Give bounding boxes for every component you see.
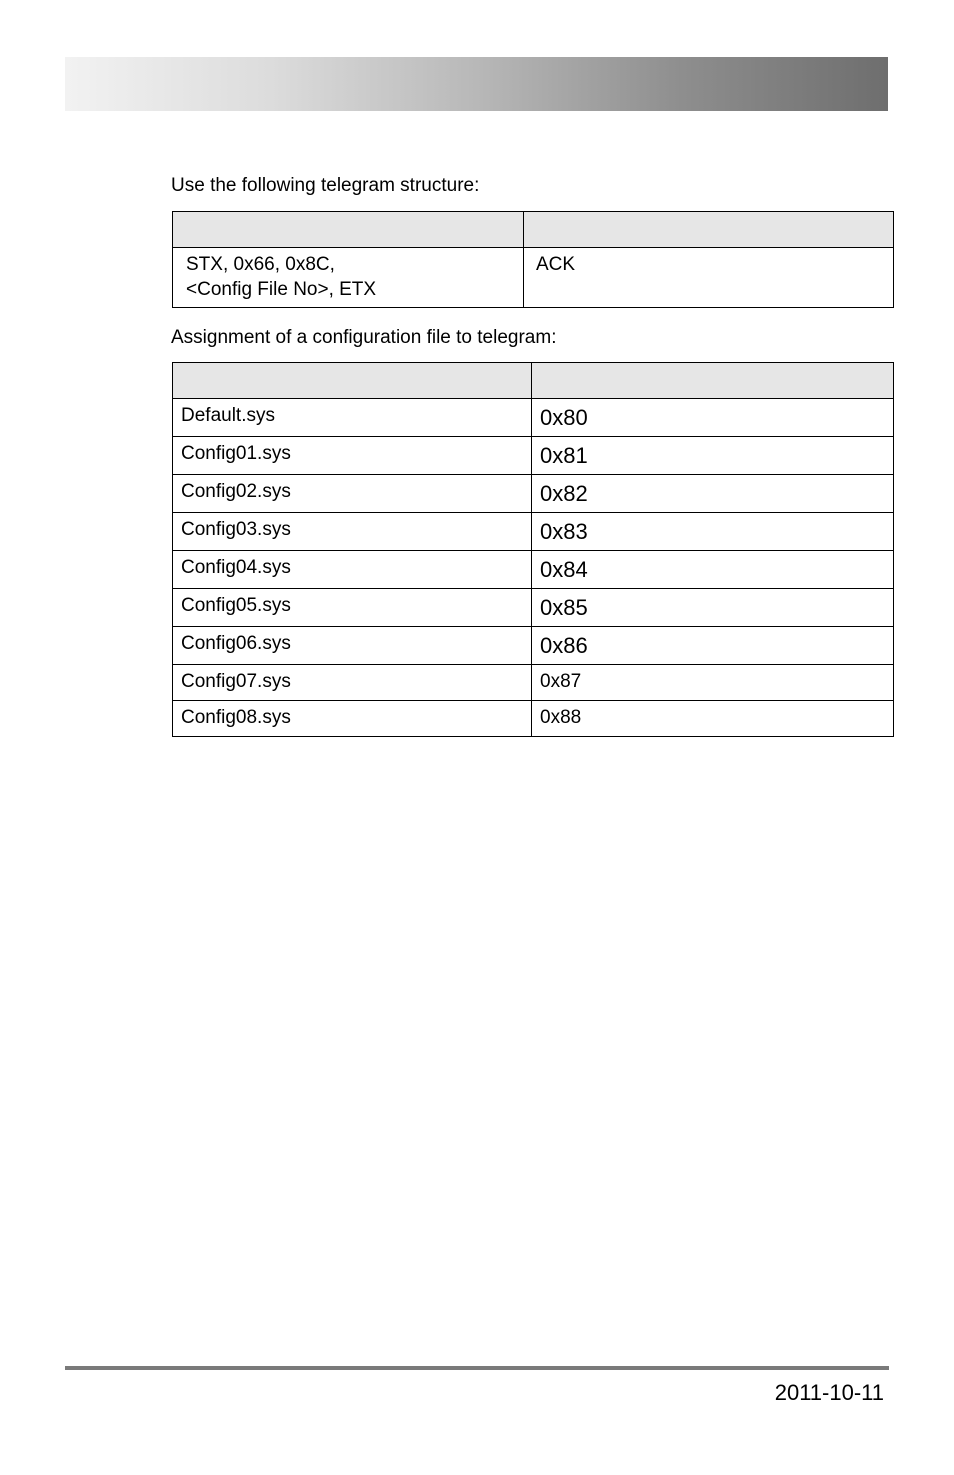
code-value: 0x86 bbox=[540, 633, 588, 658]
file-name-cell bbox=[173, 551, 532, 589]
code-value: 0x82 bbox=[540, 481, 588, 506]
code-cell bbox=[532, 589, 894, 627]
file-name-cell bbox=[173, 475, 532, 513]
code-cell bbox=[532, 399, 894, 437]
table-row bbox=[173, 589, 894, 627]
file-name: Config05.sys bbox=[181, 595, 291, 616]
table-row bbox=[173, 513, 894, 551]
header-band bbox=[65, 57, 888, 111]
send-telegram-line-1: STX, 0x66, 0x8C, bbox=[186, 254, 335, 275]
response-cell bbox=[524, 248, 894, 308]
file-name: Config01.sys bbox=[181, 443, 291, 464]
table-row bbox=[173, 248, 894, 308]
file-name-cell bbox=[173, 399, 532, 437]
code-cell bbox=[532, 701, 894, 737]
file-name-cell bbox=[173, 665, 532, 701]
response-text: ACK bbox=[536, 254, 576, 275]
code-value: 0x84 bbox=[540, 557, 588, 582]
table-row bbox=[173, 701, 894, 737]
code-cell bbox=[532, 551, 894, 589]
code-cell bbox=[532, 475, 894, 513]
code-value: 0x87 bbox=[540, 671, 582, 692]
code-cell bbox=[532, 437, 894, 475]
code-cell bbox=[532, 513, 894, 551]
table-row bbox=[173, 399, 894, 437]
table-row bbox=[173, 475, 894, 513]
code-value: 0x88 bbox=[540, 707, 582, 728]
code-value: 0x83 bbox=[540, 519, 588, 544]
header-cell-file bbox=[173, 363, 532, 399]
table-header-row bbox=[173, 212, 894, 248]
table-row bbox=[173, 627, 894, 665]
file-name-cell bbox=[173, 701, 532, 737]
file-name: Default.sys bbox=[181, 405, 275, 426]
file-name: Config03.sys bbox=[181, 519, 291, 540]
config-file-assignment-table bbox=[172, 362, 894, 737]
file-name: Config08.sys bbox=[181, 707, 291, 728]
code-value: 0x80 bbox=[540, 405, 588, 430]
file-name-cell bbox=[173, 627, 532, 665]
code-cell bbox=[532, 665, 894, 701]
file-name: Config06.sys bbox=[181, 633, 291, 654]
file-name: Config02.sys bbox=[181, 481, 291, 502]
send-telegram-line-2: <Config File No>, ETX bbox=[186, 279, 377, 300]
file-name-cell bbox=[173, 513, 532, 551]
table-row bbox=[173, 437, 894, 475]
header-cell-send bbox=[173, 212, 524, 248]
table-row bbox=[173, 551, 894, 589]
table-row bbox=[173, 665, 894, 701]
code-cell bbox=[532, 627, 894, 665]
footer-date: 2011-10-11 bbox=[774, 1380, 884, 1405]
code-value: 0x81 bbox=[540, 443, 588, 468]
header-cell-response bbox=[524, 212, 894, 248]
send-telegram-cell bbox=[173, 248, 524, 308]
header-cell-code bbox=[532, 363, 894, 399]
file-name: Config07.sys bbox=[181, 671, 291, 692]
file-name-cell bbox=[173, 437, 532, 475]
table-header-row bbox=[173, 363, 894, 399]
footer-rule bbox=[65, 1366, 889, 1370]
telegram-structure-table bbox=[172, 211, 894, 308]
intro-assignment-text: Assignment of a configuration file to telegram: bbox=[171, 327, 557, 348]
code-value: 0x85 bbox=[540, 595, 588, 620]
intro-telegram-text: Use the following telegram structure: bbox=[171, 175, 480, 196]
file-name: Config04.sys bbox=[181, 557, 291, 578]
file-name-cell bbox=[173, 589, 532, 627]
